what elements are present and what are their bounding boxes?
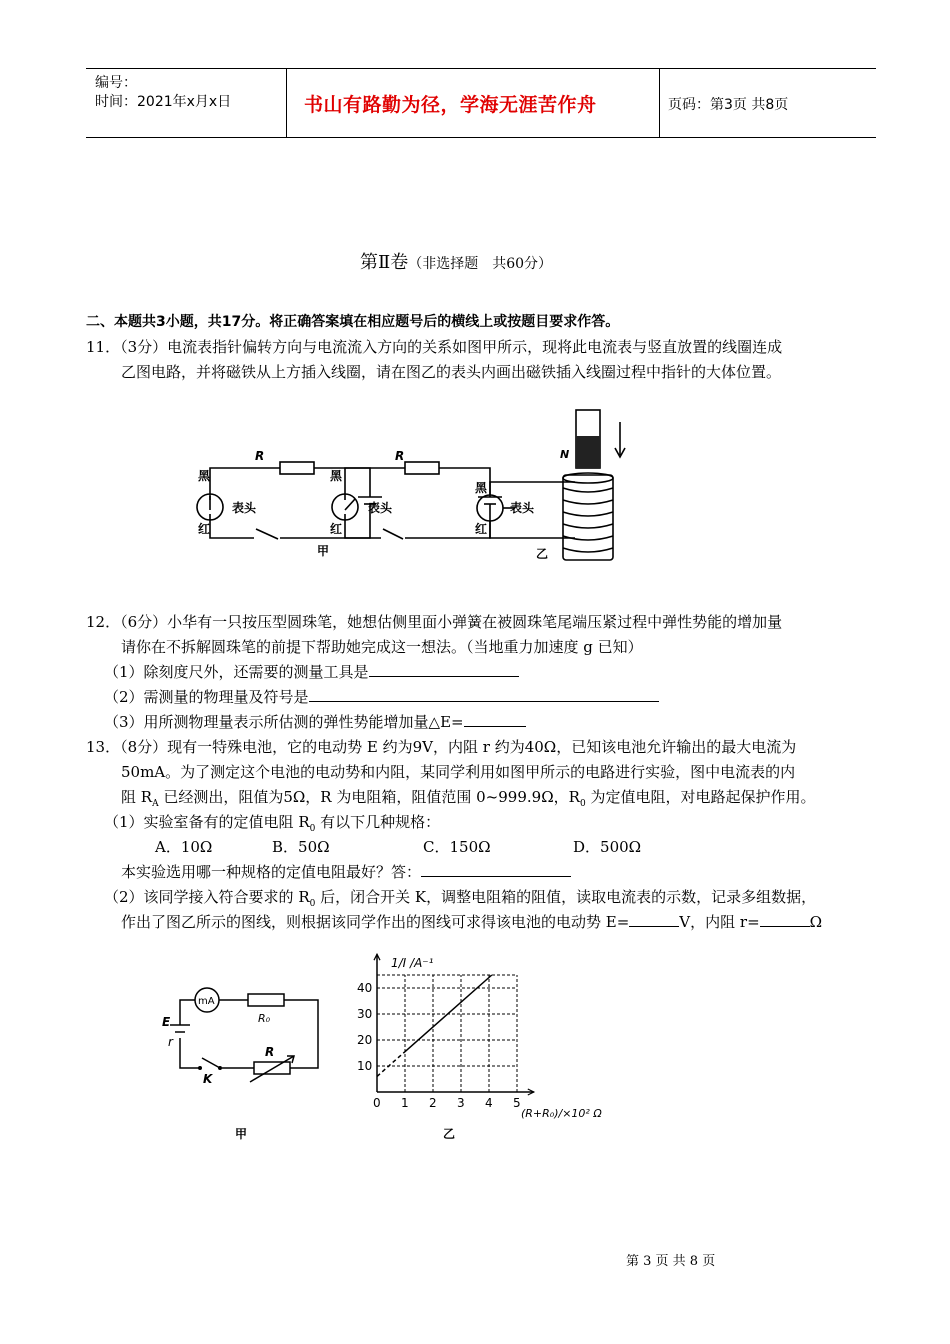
header-motto: 书山有路勤为径，学海无涯苦作舟: [304, 94, 597, 116]
red-terminal-label: 红: [330, 522, 343, 536]
chart-ticks: [357, 981, 521, 1110]
series-extrapolation: [377, 1052, 405, 1077]
rheostat-symbol: [254, 1062, 290, 1074]
header-divider: [659, 69, 660, 137]
resistor-label: R: [395, 449, 405, 463]
answer-blank[interactable]: [309, 687, 659, 702]
option-c[interactable]: C．150Ω: [423, 838, 491, 856]
q12-sub2: （2）需测量的物理量及符号是: [104, 686, 659, 707]
resistor-symbol: [280, 462, 314, 474]
q13-text-line3: 阻 $R_A$ 已经测出，阻值为5Ω，R 为电阻箱，阻值范围 0~999.9Ω，$R_0$ 为定值电阻，对电路起保护作用。: [121, 788, 816, 809]
x-tick-label: 3: [457, 1096, 465, 1110]
rheostat-label: R: [265, 1045, 275, 1059]
q12-text-line1: 12．（6分）小华有一只按压型圆珠笔，她想估侧里面小弹簧在被圆珠笔尾端压紧过程中弹性势能的增加量: [86, 613, 783, 631]
y-axis-label: 1/I /A⁻¹: [391, 956, 434, 970]
q11-text-line1: 11．（3分）电流表指针偏转方向与电流流入方向的关系如图甲所示，现将此电流表与竖直放置的线圈连成: [86, 338, 783, 356]
resistor-label: R: [255, 449, 265, 463]
r0-resistor-symbol: [248, 994, 284, 1006]
q12-sub3: （3）用所测物理量表示所估测的弹性势能增加量△E=: [104, 711, 526, 732]
answer-blank[interactable]: [421, 862, 571, 877]
figure-label-yi: 乙: [443, 1127, 456, 1141]
section-title: 第Ⅱ卷（非选择题 共60分）: [360, 252, 553, 273]
option-d[interactable]: D．500Ω: [573, 838, 642, 856]
x-tick-label: 0: [373, 1096, 381, 1110]
q12-text-line2: 请你在不拆解圆珠笔的前提下帮助她完成这一想法。（当地重力加速度 g 已知）: [121, 638, 643, 656]
internal-resistance-label: r: [168, 1035, 173, 1049]
x-axis-label: (R+R₀)/×10² Ω: [521, 1107, 602, 1120]
meter-label: 表头: [368, 501, 393, 515]
magnet-north: [576, 436, 600, 468]
r0-label: R₀: [258, 1012, 271, 1025]
red-terminal-label: 红: [475, 522, 488, 536]
magnet-pole-label: N: [560, 448, 570, 461]
number-label: 编号：: [95, 75, 137, 91]
page-number-label: 页码：第3页 共8页: [668, 97, 789, 113]
y-tick-label: 10: [357, 1059, 373, 1073]
q13-text-line1: 13．（8分）现有一特殊电池，它的电动势 E 约为9V，内阻 r 约为40Ω，已知该电池允许输出的最大电流为: [86, 738, 797, 756]
black-terminal-label: 黑: [330, 469, 343, 483]
option-b[interactable]: B．50Ω: [272, 838, 330, 856]
figure-label-jia: 甲: [235, 1127, 248, 1141]
q13-circuit-figure: [150, 980, 325, 1145]
page-footer: 第 3 页 共 8 页: [626, 1254, 716, 1269]
q12-sub1: （1）除刻度尺外，还需要的测量工具是: [104, 661, 519, 682]
q13-ask: 本实验选用哪一种规格的定值电阻最好？答：: [121, 861, 571, 882]
black-terminal-label: 黑: [475, 481, 488, 495]
q13-graph: [355, 945, 625, 1150]
figure-label-jia: 甲: [317, 544, 330, 558]
option-a[interactable]: A．10Ω: [155, 838, 213, 856]
figure-label-yi: 乙: [536, 547, 549, 561]
x-tick-label: 1: [401, 1096, 409, 1110]
x-tick-label: 4: [485, 1096, 493, 1110]
y-tick-label: 30: [357, 1007, 373, 1021]
y-tick-label: 40: [357, 981, 373, 995]
answer-blank[interactable]: [629, 912, 679, 927]
part-heading: 二、本题共3小题，共17分。将正确答案填在相应题号后的横线上或按题目要求作答。: [86, 314, 620, 330]
answer-blank[interactable]: [369, 662, 519, 677]
header-divider: [286, 69, 287, 137]
red-terminal-label: 红: [198, 522, 211, 536]
y-tick-label: 20: [357, 1033, 373, 1047]
meter-label: 表头: [232, 501, 257, 515]
milliammeter-label: mA: [198, 996, 215, 1007]
x-tick-label: 2: [429, 1096, 437, 1110]
emf-label: E: [162, 1015, 171, 1029]
time-label: 时间：2021年x月x日: [95, 94, 232, 110]
q13-sub1: （1）实验室备有的定值电阻 $R_0$ 有以下几种规格：: [104, 813, 441, 834]
meter-label: 表头: [510, 501, 535, 515]
q11-text-line2: 乙图电路，并将磁铁从上方插入线圈，请在图乙的表头内画出磁铁插入线圈过程中指针的大体位置。: [121, 363, 782, 381]
chart-grid: [377, 975, 517, 1092]
answer-blank[interactable]: [464, 712, 526, 727]
q13-text-line2: 50mA。为了测定这个电池的电动势和内阻，某同学利用如图甲所示的电路进行实验，图中电流表的内: [121, 763, 796, 781]
answer-blank[interactable]: [760, 912, 810, 927]
x-tick-label: 5: [513, 1096, 521, 1110]
black-terminal-label: 黑: [198, 469, 211, 483]
switch-label: K: [203, 1072, 213, 1086]
q11-figure: [190, 400, 640, 565]
chart-series: [377, 975, 492, 1076]
q13-sub2-line2: 作出了图乙所示的图线，则根据该同学作出的图线可求得该电池的电动势 E= V，内阻 r= Ω: [121, 913, 823, 931]
q13-sub2: （2）该同学接入符合要求的 $R_0$ 后，闭合开关 K，调整电阻箱的阻值，读取电流表的示数，记录多组数据，: [104, 888, 817, 909]
